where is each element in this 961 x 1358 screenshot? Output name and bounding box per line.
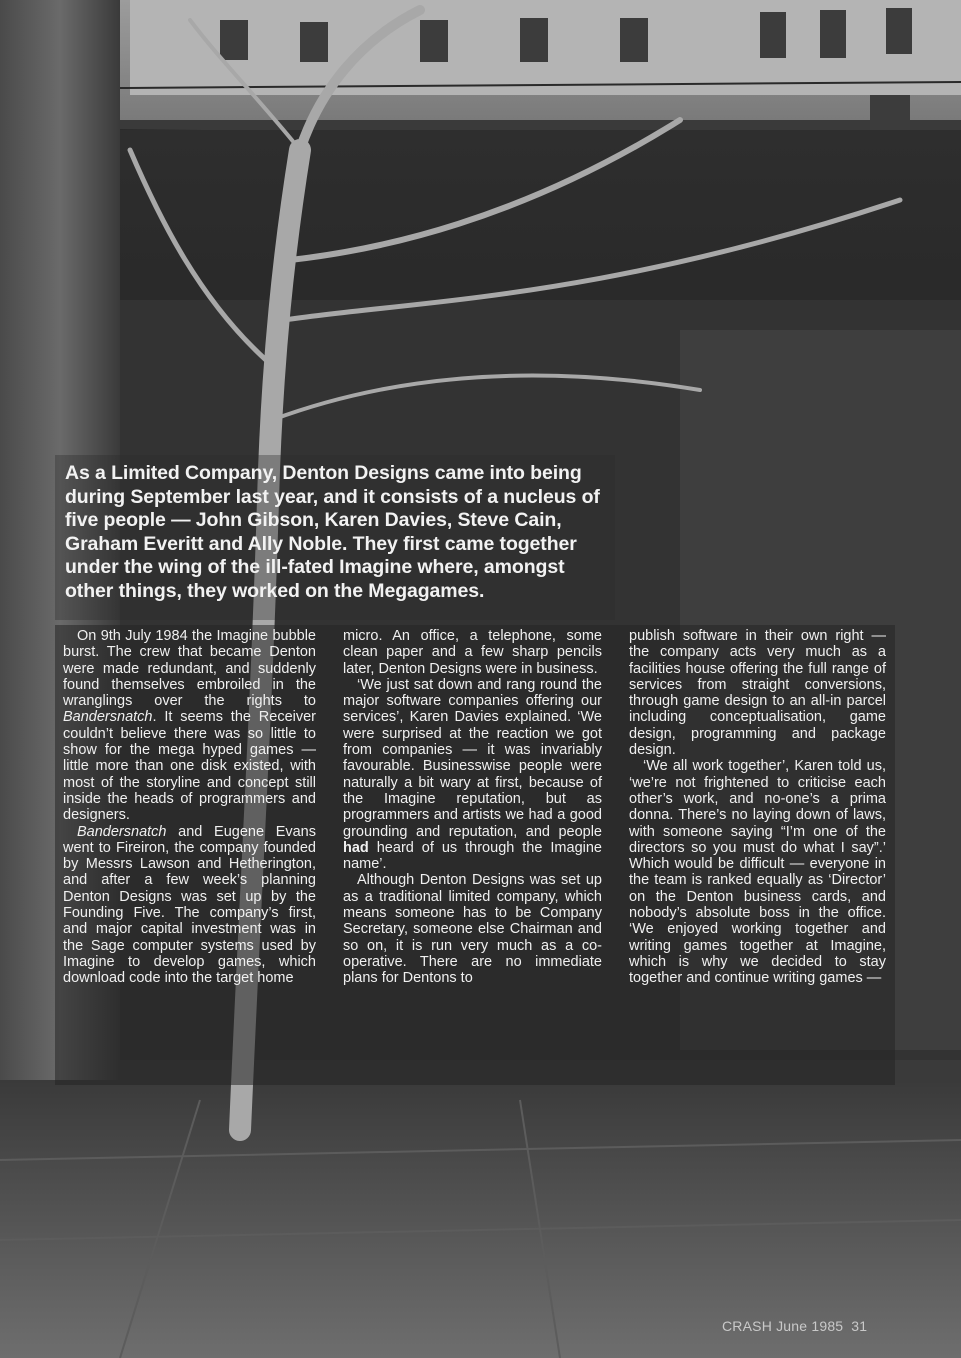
body-text: ‘We just sat down and rang round the major software companies offering our services’, Karen Davies explained. ‘We were surprised at the reaction we got from companies — it was invariably favourable. Businesswise people were naturally a bit wary at first, because of the Imagine reputation, but as programmers and artists we had a good grounding and reputation, and people [343,676,602,840]
page-footer [722,1318,875,1334]
body-paragraph: ‘We all work together’, Karen told us, ‘we’re not frightened to criticise each other’s work, and no-one’s a prima donna. There’s no laying down of laws, with someone saying “I’m one of the directors so you must do what I say”.’ Which would be difficult — everyone in the team is ranked equally as ‘Director’ on the Denton business cards, and nobody’s absolute boss in the office. ‘We enjoyed working together and writing games together at Imagine, which is why we decided to stay together and continue writing games — [629,758,886,987]
paved-ground [0,1080,961,1358]
body-paragraph: micro. An office, a telephone, some clean paper and a few sharp pencils later, Denton Designs were in business. [343,628,602,677]
body-paragraph [63,628,316,824]
body-text: and Eugene Evans went to Fireiron, the company founded by Messrs Lawson and Hetherington, and after a few week’s planning Denton Designs was set up by the Founding Five. The company’s first, and major capital investment was in the Sage computer systems used by Imagine to develop games, which download code into the target home [63,823,316,987]
article-column-1 [63,628,316,987]
emphasis-text: had [343,839,369,856]
game-title: Bandersnatch [77,823,167,840]
article-column-3 [629,628,886,987]
body-paragraph [63,824,316,987]
page-number: 31 [851,1318,868,1334]
body-paragraph: Although Denton Designs was set up as a traditional limited company, which means someone has to be Company Secretary, someone else Chairman and so on, it is run very much as a co-operative. There are no immediate plans for Dentons to [343,872,602,987]
magazine-issue: CRASH June 1985 [722,1318,844,1334]
intro-paragraph: As a Limited Company, Denton Designs came into being during September last year, and it consists of a nucleus of five people — John Gibson, Karen Davies, Steve Cain, Graham Everitt and Ally Noble. They first came together under the wing of the ill-fated Imagine where, amongst other things, they worked on the Megagames. [65,462,600,602]
body-text: . It seems the Receiver couldn’t believe there was so little to show for the mega hyped games — little more than one disk existed, with most of the storyline and concept still inside the heads of programmers and designers. [63,709,316,824]
article-column-2 [343,628,602,987]
body-paragraph [343,677,602,873]
game-title: Bandersnatch [63,709,153,726]
body-text: On 9th July 1984 the Imagine bubble burst. The crew that became Denton were made redundant, and suddenly found themselves embroiled in the wranglings over the rights to [63,628,316,710]
body-paragraph: publish software in their own right — the company acts very much as a facilities house offering the full range of services from straight conversions, through game design to an all-in parcel including conceptualisation, game design, programming and package design. [629,628,886,759]
body-text: heard of us through the Imagine name’. [343,839,602,873]
